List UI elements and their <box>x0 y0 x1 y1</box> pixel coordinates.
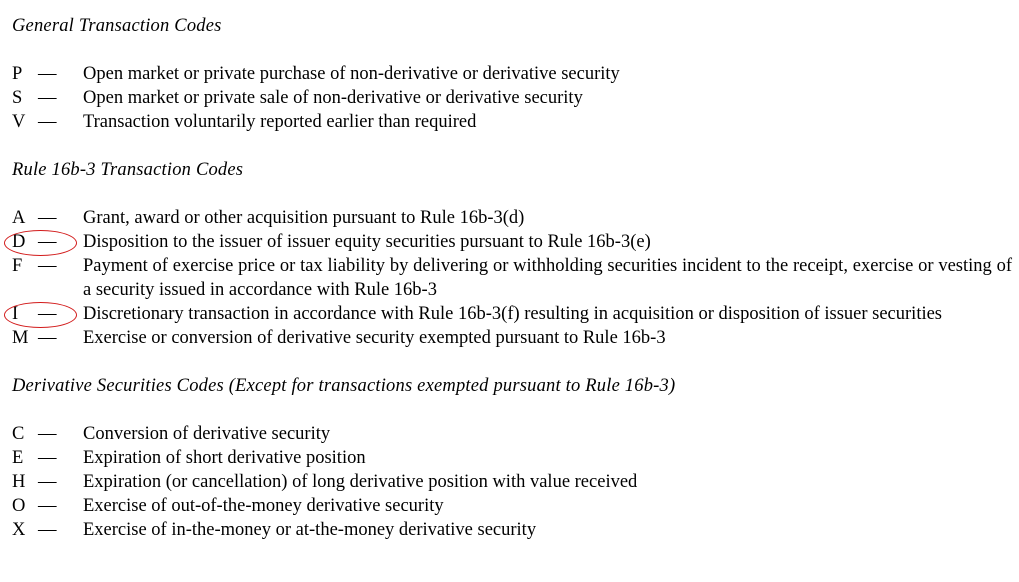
code-letter: E <box>12 448 24 468</box>
code-row-e <box>12 446 1012 470</box>
section-title-derivative-securities: Derivative Securities Codes (Except for transactions exempted pursuant to Rule 16b-3) <box>12 376 676 396</box>
section-title-general: General Transaction Codes <box>12 16 222 36</box>
code-row-c <box>12 422 1012 446</box>
code-letter: F <box>12 256 23 276</box>
code-row-p <box>12 62 1012 86</box>
code-dash: — <box>38 232 57 252</box>
section-rule-16b-3 <box>12 158 1012 350</box>
code-dash: — <box>38 424 57 444</box>
transaction-codes-document <box>12 14 1012 566</box>
code-row-i <box>12 302 1012 326</box>
code-letter: M <box>12 328 29 348</box>
code-letter: D <box>12 232 26 252</box>
code-description: Open market or private purchase of non-derivative or derivative security <box>83 64 620 84</box>
code-row-s <box>12 86 1012 110</box>
code-row-a <box>12 206 1012 230</box>
section-derivative-securities <box>12 374 1012 542</box>
code-letter: H <box>12 472 26 492</box>
code-dash: — <box>38 88 57 108</box>
code-dash: — <box>38 208 57 228</box>
code-dash: — <box>38 304 57 324</box>
code-list-rule-16b-3 <box>12 206 1012 350</box>
code-description: Discretionary transaction in accordance with Rule 16b-3(f) resulting in acquisition or disposition of issuer securities <box>83 304 943 324</box>
code-description: Exercise of in-the-money or at-the-money derivative security <box>83 520 537 540</box>
section-general <box>12 14 1012 134</box>
code-row-d <box>12 230 1012 254</box>
code-description: Disposition to the issuer of issuer equity securities pursuant to Rule 16b-3(e) <box>83 232 651 252</box>
code-description: Conversion of derivative security <box>83 424 331 444</box>
code-description: Grant, award or other acquisition pursuant to Rule 16b-3(d) <box>83 208 525 228</box>
code-description: Open market or private sale of non-derivative or derivative security <box>83 88 583 108</box>
code-dash: — <box>38 448 57 468</box>
section-title-rule-16b-3: Rule 16b-3 Transaction Codes <box>12 160 244 180</box>
code-list-derivative-securities <box>12 422 1012 542</box>
code-dash: — <box>38 112 57 132</box>
code-description: Transaction voluntarily reported earlier than required <box>83 112 477 132</box>
code-letter: S <box>12 88 23 108</box>
code-row-v <box>12 110 1012 134</box>
code-letter: A <box>12 208 26 228</box>
code-letter: X <box>12 520 26 540</box>
code-row-h <box>12 470 1012 494</box>
code-letter: C <box>12 424 25 444</box>
code-dash: — <box>38 496 57 516</box>
code-row-f <box>12 254 1012 302</box>
code-letter: V <box>12 112 26 132</box>
code-dash: — <box>38 64 57 84</box>
code-row-o <box>12 494 1012 518</box>
code-row-m <box>12 326 1012 350</box>
code-list-general <box>12 62 1012 134</box>
code-dash: — <box>38 472 57 492</box>
code-letter: P <box>12 64 23 84</box>
code-row-x <box>12 518 1012 542</box>
code-letter: I <box>12 304 19 324</box>
code-dash: — <box>38 328 57 348</box>
code-description: Exercise of out-of-the-money derivative security <box>83 496 444 516</box>
code-description: Exercise or conversion of derivative security exempted pursuant to Rule 16b-3 <box>83 328 666 348</box>
code-letter: O <box>12 496 26 516</box>
code-description: Payment of exercise price or tax liability by delivering or withholding securities incident to the receipt, exercise or vesting of a security issued in accordance with Rule 16b-3 <box>83 256 1012 300</box>
code-description: Expiration (or cancellation) of long derivative position with value received <box>83 472 638 492</box>
code-dash: — <box>38 256 57 276</box>
code-description: Expiration of short derivative position <box>83 448 366 468</box>
code-dash: — <box>38 520 57 540</box>
